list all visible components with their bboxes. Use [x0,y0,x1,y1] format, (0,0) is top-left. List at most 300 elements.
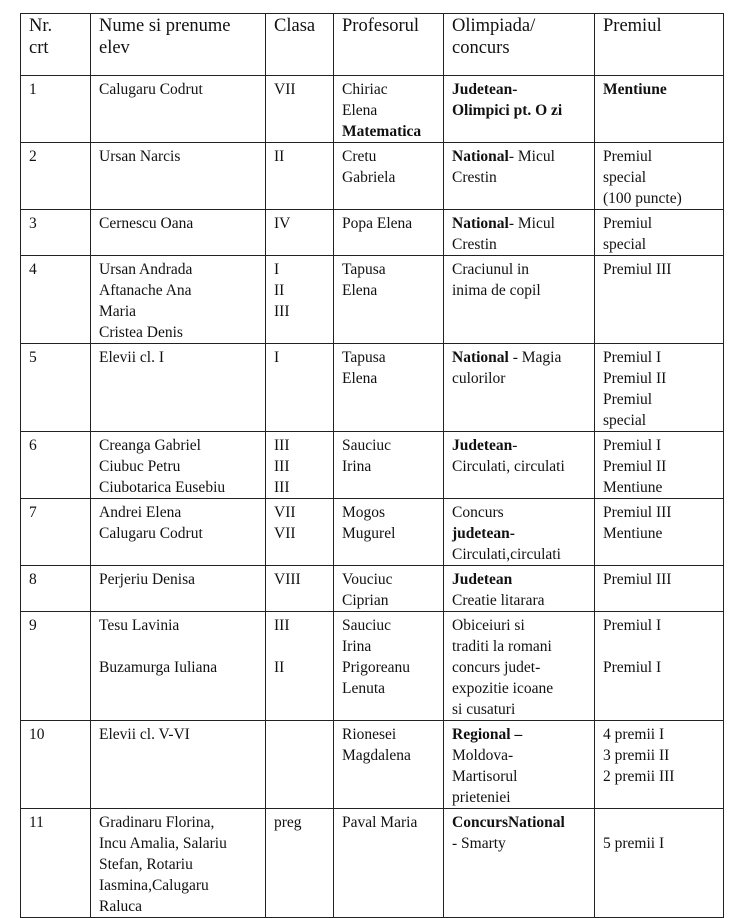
cell-concurs [444,76,595,143]
bold-text: Judetean [452,571,513,588]
cell-premiu [595,499,724,566]
cell-line [603,745,723,766]
table-row [21,210,724,256]
cell-text: II [274,148,285,165]
cell-text: III [274,303,290,320]
cell-text: VII [274,81,296,98]
cell-premiu [595,256,724,344]
cell-line [99,724,265,745]
cell-text: 2 premii III [603,768,675,785]
cell-line [99,875,265,896]
cell-line [99,213,265,234]
row-number: 9 [29,617,37,634]
cell-premiu [595,566,724,612]
cell-text: 5 premii I [603,835,665,852]
cell-line [342,435,443,456]
row-number: 7 [29,504,37,521]
blank-line [603,636,723,657]
cell-line [452,213,594,234]
cell-text: Premiul II [603,458,667,475]
cell-line [452,146,594,167]
cell-text: Vouciuc [342,571,393,588]
row-number: 2 [29,148,37,165]
cell-line [274,146,333,167]
cell-text: special [603,236,647,253]
cell-text: Mentiune [603,479,663,496]
cell-line [452,502,594,523]
cell-text: Sauciuc [342,617,392,634]
cell-text: Cretu [342,148,377,165]
bold-text: Regional [452,726,511,743]
header-text: Nr. [29,16,53,36]
header-clasa [266,14,334,76]
cell-line [274,259,333,280]
cell-elev [91,143,266,210]
cell-text: Premiul II [603,370,667,387]
cell-text: Ursan Narcis [99,148,181,165]
cell-text: (100 puncte) [603,190,682,207]
cell-text: Premiul I [603,437,662,454]
cell-line [342,745,443,766]
cell-text: Elevii cl. V-VI [99,726,190,743]
cell-concurs [444,809,595,918]
cell-text: Ciubotarica Eusebiu [99,479,226,496]
cell-line [603,146,723,167]
cell-line [603,657,723,678]
cell-text: special [603,412,647,429]
cell-elev [91,432,266,499]
cell-concurs [444,256,595,344]
cell-line [99,569,265,590]
cell-text: Mugurel [342,525,396,542]
cell-line [274,280,333,301]
cell-nr-crt [21,344,91,432]
blank-line [603,812,723,833]
cell-line [99,456,265,477]
cell-elev [91,566,266,612]
cell-text: expozitie icoane [452,680,554,697]
cell-text: Andrei Elena [99,504,182,521]
cell-nr-crt [21,499,91,566]
cell-line [99,146,265,167]
table-row [21,566,724,612]
cell-text: Tapusa [342,349,386,366]
cell-line [603,502,723,523]
cell-text: III [274,458,290,475]
bold-text: judetean- [452,525,515,542]
cell-line [99,523,265,544]
cell-elev [91,76,266,143]
row-number: 4 [29,261,37,278]
cell-premiu [595,432,724,499]
cell-text: Irina [342,638,372,655]
cell-text: Premiul I [603,659,662,676]
cell-profesor [334,143,444,210]
cell-line [603,389,723,410]
header-row [21,14,724,76]
cell-line [274,435,333,456]
cell-line [342,167,443,188]
cell-text: Rionesei [342,726,397,743]
cell-line [99,435,265,456]
cell-clasa [266,432,334,499]
cell-text: I [274,261,280,278]
cell-line [342,569,443,590]
cell-text: Magdalena [342,747,411,764]
cell-line [274,213,333,234]
cell-text: Calugaru Codrut [99,525,203,542]
bold-text: Matematica [342,123,422,140]
cell-text: si cusaturi [452,701,516,718]
cell-line [603,167,723,188]
cell-line [99,301,265,322]
cell-text: Sauciuc [342,437,392,454]
cell-line [603,213,723,234]
cell-elev [91,344,266,432]
cell-text: Aftanache Ana [99,282,192,299]
cell-line [603,766,723,787]
cell-line [452,678,594,699]
cell-nr-crt [21,721,91,809]
cell-line [603,569,723,590]
cell-nr-crt [21,809,91,918]
cell-line [99,322,265,343]
cell-nr-crt [21,76,91,143]
cell-line [452,259,594,280]
cell-text: 4 premii I [603,726,665,743]
cell-text: Premiul [603,148,653,165]
cell-text: Cristea Denis [99,324,183,341]
cell-clasa [266,76,334,143]
cell-line [99,347,265,368]
cell-text: Ciprian [342,592,389,609]
cell-profesor [334,499,444,566]
cell-text: I [274,349,280,366]
bold-text: National [452,349,509,366]
cell-text: Tapusa [342,261,386,278]
cell-text: Calugaru Codrut [99,81,203,98]
cell-line [452,724,594,745]
cell-line [603,234,723,255]
cell-text: Mogos [342,504,386,521]
header-nume-elev [91,14,266,76]
cell-line [274,812,333,833]
cell-line [603,523,723,544]
cell-concurs [444,721,595,809]
cell-elev [91,612,266,721]
cell-text: inima de copil [452,282,541,299]
cell-line [452,833,594,854]
header-text: Clasa [274,16,316,36]
cell-line [274,347,333,368]
cell-line [342,615,443,636]
cell-text: Elevii cl. I [99,349,164,366]
cell-text: Gabriela [342,169,396,186]
cell-text: concurs judet- [452,659,541,676]
cell-text: Concurs [452,504,504,521]
cell-line [274,477,333,498]
cell-line [342,456,443,477]
table-row [21,721,724,809]
cell-line [342,812,443,833]
cell-line [603,724,723,745]
cell-premiu [595,143,724,210]
cell-text: VII [274,504,296,521]
row-number: 11 [29,814,44,831]
cell-text: - Magia [508,349,562,366]
cell-text: Lenuta [342,680,386,697]
cell-line [342,100,443,121]
cell-text: culorilor [452,370,506,387]
table-row [21,432,724,499]
cell-premiu [595,76,724,143]
cell-clasa [266,612,334,721]
header-olimpiada-concurs [444,14,595,76]
table-row [21,76,724,143]
cell-concurs [444,566,595,612]
cell-line [452,544,594,565]
cell-text: Chiriac [342,81,388,98]
table-row [21,256,724,344]
cell-profesor [334,566,444,612]
cell-text: - [512,437,518,454]
cell-clasa [266,566,334,612]
cell-profesor [334,721,444,809]
cell-line [99,833,265,854]
cell-text: Ursan Andrada [99,261,193,278]
cell-line [99,615,265,636]
cell-profesor [334,76,444,143]
cell-line [603,833,723,854]
cell-clasa [266,344,334,432]
cell-line [452,100,594,121]
cell-line [342,259,443,280]
cell-clasa [266,210,334,256]
cell-text: Incu Amalia, Salariu [99,835,227,852]
cell-text: Premiul [603,215,653,232]
cell-line [603,188,723,209]
cell-profesor [334,210,444,256]
cell-line [274,456,333,477]
header-profesorul [334,14,444,76]
cell-line [452,636,594,657]
cell-line [452,569,594,590]
cell-text: Premiul [603,391,653,408]
cell-line [603,410,723,431]
cell-line [342,280,443,301]
cell-line [452,79,594,100]
cell-line [342,146,443,167]
cell-line [342,347,443,368]
cell-concurs [444,612,595,721]
header-text: Olimpiada/ [452,16,536,36]
cell-text: Prigoreanu [342,659,411,676]
cell-premiu [595,612,724,721]
cell-line [99,280,265,301]
cell-text: Creatie litarara [452,592,545,609]
table-row [21,344,724,432]
cell-line [274,523,333,544]
cell-text: Circulati, circulati [452,458,565,475]
cell-text: Cernescu Oana [99,215,194,232]
cell-text: VIII [274,571,301,588]
cell-line [452,435,594,456]
cell-text: prieteniei [452,789,511,806]
cell-line [342,590,443,611]
cell-line [342,502,443,523]
cell-text: Premiul III [603,504,672,521]
cell-elev [91,809,266,918]
row-number: 10 [29,726,45,743]
cell-text: Ciubuc Petru [99,458,181,475]
cell-line [99,896,265,917]
cell-text: II [274,282,285,299]
cell-concurs [444,143,595,210]
cell-profesor [334,809,444,918]
cell-line [99,259,265,280]
cell-text: Tesu Lavinia [99,617,180,634]
cell-line [452,787,594,808]
bold-text: Mentiune [603,81,667,98]
cell-elev [91,256,266,344]
cell-text: Circulati,circulati [452,546,561,563]
cell-line [342,657,443,678]
cell-text: Crestin [452,236,497,253]
cell-line [99,812,265,833]
cell-text: III [274,479,290,496]
table-row [21,809,724,918]
cell-text: II [274,659,285,676]
table-row [21,612,724,721]
cell-premiu [595,210,724,256]
cell-text: Iasmina,Calugaru [99,877,209,894]
awards-table [20,13,724,918]
cell-text: III [274,437,290,454]
cell-line [274,569,333,590]
cell-profesor [334,344,444,432]
cell-text: Irina [342,458,372,475]
cell-line [452,167,594,188]
cell-text: Popa Elena [342,215,413,232]
cell-line [452,234,594,255]
cell-line [99,657,265,678]
cell-concurs [444,499,595,566]
cell-premiu [595,721,724,809]
cell-text: Moldova- [452,747,514,764]
cell-line [603,347,723,368]
cell-line [99,854,265,875]
cell-line [603,456,723,477]
cell-line [342,79,443,100]
cell-text: Premiul III [603,571,672,588]
cell-line [603,259,723,280]
cell-nr-crt [21,432,91,499]
row-number: 5 [29,349,37,366]
blank-line [99,636,265,657]
cell-clasa [266,721,334,809]
cell-text: traditi la romani [452,638,552,655]
cell-line [342,724,443,745]
cell-text: 3 premii II [603,747,670,764]
cell-premiu [595,809,724,918]
cell-text: preg [274,814,302,831]
cell-clasa [266,499,334,566]
bold-text: – [510,726,523,743]
cell-profesor [334,256,444,344]
cell-line [342,121,443,142]
table-row [21,499,724,566]
cell-line [99,502,265,523]
cell-text: special [603,169,647,186]
header-text: elev [99,38,130,58]
cell-line [452,456,594,477]
cell-profesor [334,612,444,721]
bold-text: National [452,148,509,165]
cell-line [452,657,594,678]
cell-profesor [334,432,444,499]
cell-line [452,615,594,636]
row-number: 6 [29,437,37,454]
bold-text: ConcursNational [452,814,565,831]
cell-text: - Smarty [452,835,506,852]
cell-line [603,615,723,636]
row-number: 1 [29,81,37,98]
cell-line [274,615,333,636]
bold-text: National [452,215,509,232]
cell-text: Obiceiuri si [452,617,525,634]
cell-line [342,678,443,699]
cell-nr-crt [21,256,91,344]
cell-text: Buzamurga Iuliana [99,659,218,676]
cell-nr-crt [21,143,91,210]
cell-line [452,766,594,787]
cell-line [99,477,265,498]
cell-text: Premiul I [603,349,662,366]
header-text: Premiul [603,16,662,36]
cell-elev [91,499,266,566]
cell-line [452,812,594,833]
cell-concurs [444,210,595,256]
cell-line [452,368,594,389]
cell-text: Craciunul in [452,261,530,278]
cell-text: Perjeriu Denisa [99,571,195,588]
header-text: Nume si prenume [99,16,231,36]
cell-concurs [444,432,595,499]
cell-text: Creanga Gabriel [99,437,201,454]
cell-line [452,590,594,611]
cell-line [452,347,594,368]
cell-text: Stefan, Rotariu [99,856,193,873]
cell-text: IV [274,215,291,232]
cell-line [452,745,594,766]
bold-text: Judetean- [452,81,518,98]
cell-nr-crt [21,612,91,721]
cell-text: - Micul [508,215,555,232]
cell-line [603,477,723,498]
cell-clasa [266,256,334,344]
cell-line [603,368,723,389]
cell-text: Elena [342,370,378,387]
row-number: 3 [29,215,37,232]
cell-line [342,523,443,544]
header-nr-crt [21,14,91,76]
cell-text: Premiul I [603,617,662,634]
header-text: crt [29,38,49,58]
cell-line [99,79,265,100]
cell-nr-crt [21,566,91,612]
cell-line [274,657,333,678]
header-text: Profesorul [342,16,420,36]
